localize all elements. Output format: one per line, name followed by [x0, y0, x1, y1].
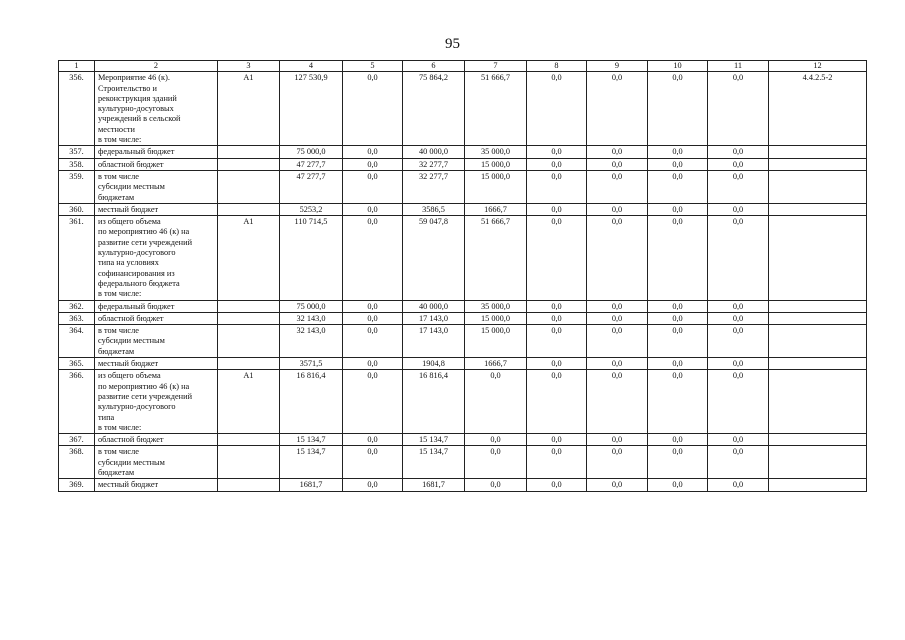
- value-cell: 0,0: [587, 370, 648, 434]
- column-header: 11: [708, 61, 769, 72]
- value-cell: 15 134,7: [280, 434, 343, 446]
- row-number-cell: 366.: [59, 370, 95, 434]
- item-name-cell: федеральный бюджет: [95, 146, 218, 158]
- code-cell: [218, 158, 280, 170]
- value-cell: 0,0: [708, 434, 769, 446]
- value-cell: 110 714,5: [280, 216, 343, 300]
- row-number-cell: 368.: [59, 446, 95, 479]
- row-number-cell: 363.: [59, 312, 95, 324]
- item-name-cell: местный бюджет: [95, 479, 218, 491]
- column-header: 9: [587, 61, 648, 72]
- value-cell: 0,0: [587, 312, 648, 324]
- value-cell: 3571,5: [280, 358, 343, 370]
- budget-table: [58, 60, 867, 492]
- item-name-cell: местный бюджет: [95, 203, 218, 215]
- column-number-row: [59, 61, 867, 72]
- reference-cell: [769, 446, 867, 479]
- value-cell: 0,0: [587, 479, 648, 491]
- column-header: 12: [769, 61, 867, 72]
- value-cell: 0,0: [587, 72, 648, 146]
- value-cell: 0,0: [708, 158, 769, 170]
- table-row: [59, 312, 867, 324]
- value-cell: 0,0: [708, 358, 769, 370]
- table-row: [59, 216, 867, 300]
- value-cell: 0,0: [648, 146, 708, 158]
- value-cell: 0,0: [527, 370, 587, 434]
- value-cell: 1904,8: [403, 358, 465, 370]
- value-cell: 0,0: [648, 72, 708, 146]
- value-cell: 0,0: [527, 312, 587, 324]
- value-cell: 0,0: [527, 446, 587, 479]
- reference-cell: [769, 146, 867, 158]
- value-cell: 35 000,0: [465, 146, 527, 158]
- value-cell: 0,0: [708, 325, 769, 358]
- value-cell: 5253,2: [280, 203, 343, 215]
- value-cell: 15 134,7: [280, 446, 343, 479]
- code-cell: [218, 325, 280, 358]
- value-cell: 16 816,4: [280, 370, 343, 434]
- table-row: [59, 300, 867, 312]
- item-name-cell: в том числе субсидии местным бюджетам: [95, 170, 218, 203]
- table-row: [59, 170, 867, 203]
- value-cell: 32 143,0: [280, 325, 343, 358]
- column-header: 10: [648, 61, 708, 72]
- value-cell: 32 143,0: [280, 312, 343, 324]
- code-cell: [218, 479, 280, 491]
- value-cell: 0,0: [465, 434, 527, 446]
- value-cell: 0,0: [465, 479, 527, 491]
- reference-cell: [769, 216, 867, 300]
- value-cell: 40 000,0: [403, 146, 465, 158]
- value-cell: 0,0: [587, 325, 648, 358]
- value-cell: 0,0: [708, 203, 769, 215]
- row-number-cell: 365.: [59, 358, 95, 370]
- item-name-cell: в том числе субсидии местным бюджетам: [95, 325, 218, 358]
- value-cell: 0,0: [648, 170, 708, 203]
- value-cell: 3586,5: [403, 203, 465, 215]
- value-cell: 0,0: [708, 446, 769, 479]
- row-number-cell: 369.: [59, 479, 95, 491]
- code-cell: [218, 446, 280, 479]
- value-cell: 0,0: [465, 370, 527, 434]
- value-cell: 0,0: [343, 312, 403, 324]
- item-name-cell: в том числе субсидии местным бюджетам: [95, 446, 218, 479]
- value-cell: 0,0: [343, 170, 403, 203]
- code-cell: [218, 358, 280, 370]
- table-row: [59, 370, 867, 434]
- item-name-cell: федеральный бюджет: [95, 300, 218, 312]
- value-cell: 0,0: [587, 158, 648, 170]
- code-cell: А1: [218, 370, 280, 434]
- value-cell: 0,0: [648, 370, 708, 434]
- value-cell: 0,0: [708, 216, 769, 300]
- code-cell: [218, 300, 280, 312]
- value-cell: 0,0: [587, 300, 648, 312]
- value-cell: 15 000,0: [465, 170, 527, 203]
- value-cell: 0,0: [708, 72, 769, 146]
- row-number-cell: 362.: [59, 300, 95, 312]
- reference-cell: [769, 158, 867, 170]
- reference-cell: [769, 358, 867, 370]
- value-cell: 127 530,9: [280, 72, 343, 146]
- column-header: 5: [343, 61, 403, 72]
- table-row: [59, 434, 867, 446]
- value-cell: 15 000,0: [465, 158, 527, 170]
- value-cell: 0,0: [527, 170, 587, 203]
- value-cell: 51 666,7: [465, 216, 527, 300]
- value-cell: 15 134,7: [403, 446, 465, 479]
- code-cell: А1: [218, 72, 280, 146]
- value-cell: 0,0: [343, 446, 403, 479]
- column-header: 7: [465, 61, 527, 72]
- column-header: 2: [95, 61, 218, 72]
- value-cell: 0,0: [648, 312, 708, 324]
- value-cell: 16 816,4: [403, 370, 465, 434]
- table-row: [59, 158, 867, 170]
- value-cell: 0,0: [708, 300, 769, 312]
- reference-cell: 4.4.2.5-2: [769, 72, 867, 146]
- reference-cell: [769, 479, 867, 491]
- row-number-cell: 356.: [59, 72, 95, 146]
- code-cell: [218, 146, 280, 158]
- row-number-cell: 361.: [59, 216, 95, 300]
- value-cell: 0,0: [343, 158, 403, 170]
- item-name-cell: областной бюджет: [95, 434, 218, 446]
- value-cell: 0,0: [343, 479, 403, 491]
- table-row: [59, 72, 867, 146]
- value-cell: 47 277,7: [280, 158, 343, 170]
- value-cell: 0,0: [587, 434, 648, 446]
- value-cell: 0,0: [648, 300, 708, 312]
- value-cell: 0,0: [648, 358, 708, 370]
- value-cell: 0,0: [527, 72, 587, 146]
- reference-cell: [769, 370, 867, 434]
- value-cell: 0,0: [527, 216, 587, 300]
- value-cell: 0,0: [343, 325, 403, 358]
- value-cell: 59 047,8: [403, 216, 465, 300]
- code-cell: [218, 170, 280, 203]
- value-cell: 0,0: [343, 146, 403, 158]
- value-cell: 17 143,0: [403, 312, 465, 324]
- value-cell: 0,0: [708, 312, 769, 324]
- code-cell: [218, 312, 280, 324]
- value-cell: 1681,7: [280, 479, 343, 491]
- reference-cell: [769, 434, 867, 446]
- row-number-cell: 367.: [59, 434, 95, 446]
- value-cell: 15 000,0: [465, 312, 527, 324]
- value-cell: 0,0: [465, 446, 527, 479]
- value-cell: 0,0: [587, 170, 648, 203]
- value-cell: 0,0: [708, 370, 769, 434]
- value-cell: 0,0: [587, 203, 648, 215]
- table-row: [59, 358, 867, 370]
- value-cell: 1666,7: [465, 203, 527, 215]
- table-row: [59, 446, 867, 479]
- value-cell: 75 864,2: [403, 72, 465, 146]
- item-name-cell: из общего объема по мероприятию 46 (к) на развитие сети учреждений культурно-досугового типа в том числе:: [95, 370, 218, 434]
- item-name-cell: Мероприятие 46 (к). Строительство и реконструкция зданий культурно-досуговых учреждений в сельской местности в том числе:: [95, 72, 218, 146]
- value-cell: 40 000,0: [403, 300, 465, 312]
- column-header: 6: [403, 61, 465, 72]
- value-cell: 0,0: [343, 434, 403, 446]
- value-cell: 0,0: [343, 300, 403, 312]
- value-cell: 0,0: [343, 203, 403, 215]
- column-header: 3: [218, 61, 280, 72]
- value-cell: 75 000,0: [280, 300, 343, 312]
- value-cell: 0,0: [587, 216, 648, 300]
- column-header: 8: [527, 61, 587, 72]
- value-cell: 0,0: [343, 216, 403, 300]
- value-cell: 0,0: [527, 203, 587, 215]
- value-cell: 0,0: [648, 434, 708, 446]
- value-cell: 0,0: [527, 479, 587, 491]
- code-cell: А1: [218, 216, 280, 300]
- reference-cell: [769, 300, 867, 312]
- table-row: [59, 146, 867, 158]
- value-cell: 15 000,0: [465, 325, 527, 358]
- value-cell: 0,0: [527, 325, 587, 358]
- row-number-cell: 357.: [59, 146, 95, 158]
- value-cell: 51 666,7: [465, 72, 527, 146]
- value-cell: 0,0: [648, 158, 708, 170]
- value-cell: 1681,7: [403, 479, 465, 491]
- value-cell: 0,0: [343, 358, 403, 370]
- reference-cell: [769, 170, 867, 203]
- value-cell: 0,0: [708, 479, 769, 491]
- value-cell: 0,0: [527, 358, 587, 370]
- item-name-cell: местный бюджет: [95, 358, 218, 370]
- table-row: [59, 325, 867, 358]
- value-cell: 17 143,0: [403, 325, 465, 358]
- item-name-cell: из общего объема по мероприятию 46 (к) на развитие сети учреждений культурно-досугового типа на условиях софинансирования из федерального бюджета в том числе:: [95, 216, 218, 300]
- page-number: 95: [445, 36, 460, 52]
- table-row: [59, 203, 867, 215]
- reference-cell: [769, 312, 867, 324]
- reference-cell: [769, 325, 867, 358]
- value-cell: 0,0: [648, 325, 708, 358]
- code-cell: [218, 203, 280, 215]
- item-name-cell: областной бюджет: [95, 158, 218, 170]
- code-cell: [218, 434, 280, 446]
- value-cell: 35 000,0: [465, 300, 527, 312]
- column-header: 4: [280, 61, 343, 72]
- value-cell: 75 000,0: [280, 146, 343, 158]
- value-cell: 0,0: [527, 434, 587, 446]
- value-cell: 0,0: [587, 446, 648, 479]
- value-cell: 0,0: [527, 158, 587, 170]
- value-cell: 15 134,7: [403, 434, 465, 446]
- value-cell: 0,0: [587, 146, 648, 158]
- row-number-cell: 364.: [59, 325, 95, 358]
- value-cell: 0,0: [587, 358, 648, 370]
- value-cell: 0,0: [648, 203, 708, 215]
- column-header: 1: [59, 61, 95, 72]
- value-cell: 0,0: [343, 72, 403, 146]
- value-cell: 0,0: [648, 216, 708, 300]
- table-row: [59, 479, 867, 491]
- value-cell: 0,0: [527, 300, 587, 312]
- item-name-cell: областной бюджет: [95, 312, 218, 324]
- value-cell: 47 277,7: [280, 170, 343, 203]
- value-cell: 0,0: [648, 479, 708, 491]
- value-cell: 0,0: [527, 146, 587, 158]
- reference-cell: [769, 203, 867, 215]
- value-cell: 32 277,7: [403, 158, 465, 170]
- row-number-cell: 359.: [59, 170, 95, 203]
- value-cell: 0,0: [343, 370, 403, 434]
- row-number-cell: 358.: [59, 158, 95, 170]
- value-cell: 0,0: [648, 446, 708, 479]
- row-number-cell: 360.: [59, 203, 95, 215]
- value-cell: 32 277,7: [403, 170, 465, 203]
- value-cell: 0,0: [708, 146, 769, 158]
- value-cell: 0,0: [708, 170, 769, 203]
- value-cell: 1666,7: [465, 358, 527, 370]
